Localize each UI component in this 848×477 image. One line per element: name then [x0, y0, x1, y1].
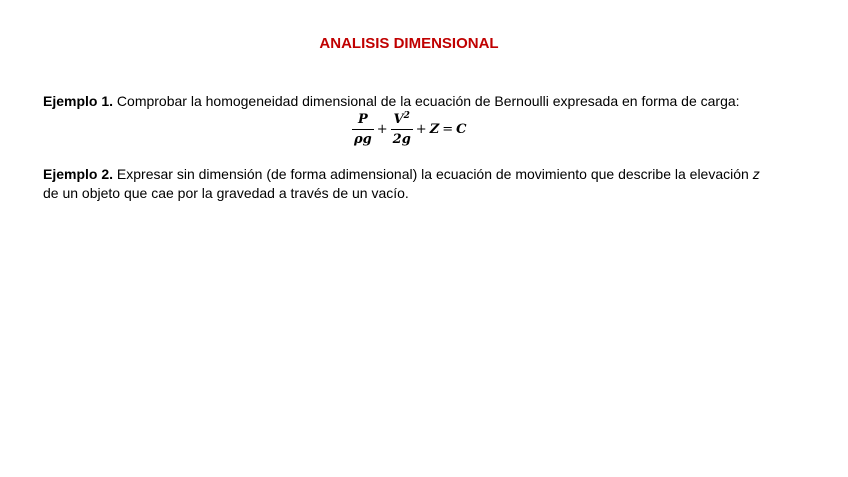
- fraction-numerator: [392, 112, 412, 127]
- example-2-text: Expresar sin dimensión (de forma adimensional) la ecuación de movimiento que describe la elevación: [113, 166, 753, 182]
- elevation-symbol: Z: [429, 121, 440, 137]
- fraction-denominator: 2g: [392, 131, 411, 147]
- example-1-text: Comprobar la homogeneidad dimensional de la ecuación de Bernoulli expresada en forma de carga:: [113, 93, 740, 109]
- elevation-variable: z: [752, 166, 760, 182]
- example-1-label: Ejemplo 1.: [43, 93, 114, 109]
- example-2-paragraph: [43, 165, 783, 203]
- example-2-line-2: de un objeto que cae por la gravedad a través de un vacío.: [43, 185, 409, 201]
- page-title: ANALISIS DIMENSIONAL: [319, 35, 499, 52]
- pressure-head-fraction: [352, 112, 374, 147]
- fraction-bar: [352, 129, 374, 130]
- bernoulli-equation: [351, 109, 467, 149]
- fraction-denominator: ρg: [354, 131, 372, 147]
- example-2-line-1: [43, 165, 783, 184]
- velocity-head-fraction: [391, 112, 413, 147]
- example-2-label: Ejemplo 2.: [43, 166, 114, 182]
- fraction-bar: [391, 129, 413, 130]
- constant-symbol: C: [456, 121, 467, 137]
- velocity-symbol: V: [393, 111, 404, 127]
- plus-sign: +: [376, 121, 388, 137]
- plus-sign: +: [415, 121, 427, 137]
- equals-sign: =: [442, 121, 454, 137]
- exponent: 2: [403, 110, 410, 121]
- fraction-numerator: P: [357, 111, 368, 127]
